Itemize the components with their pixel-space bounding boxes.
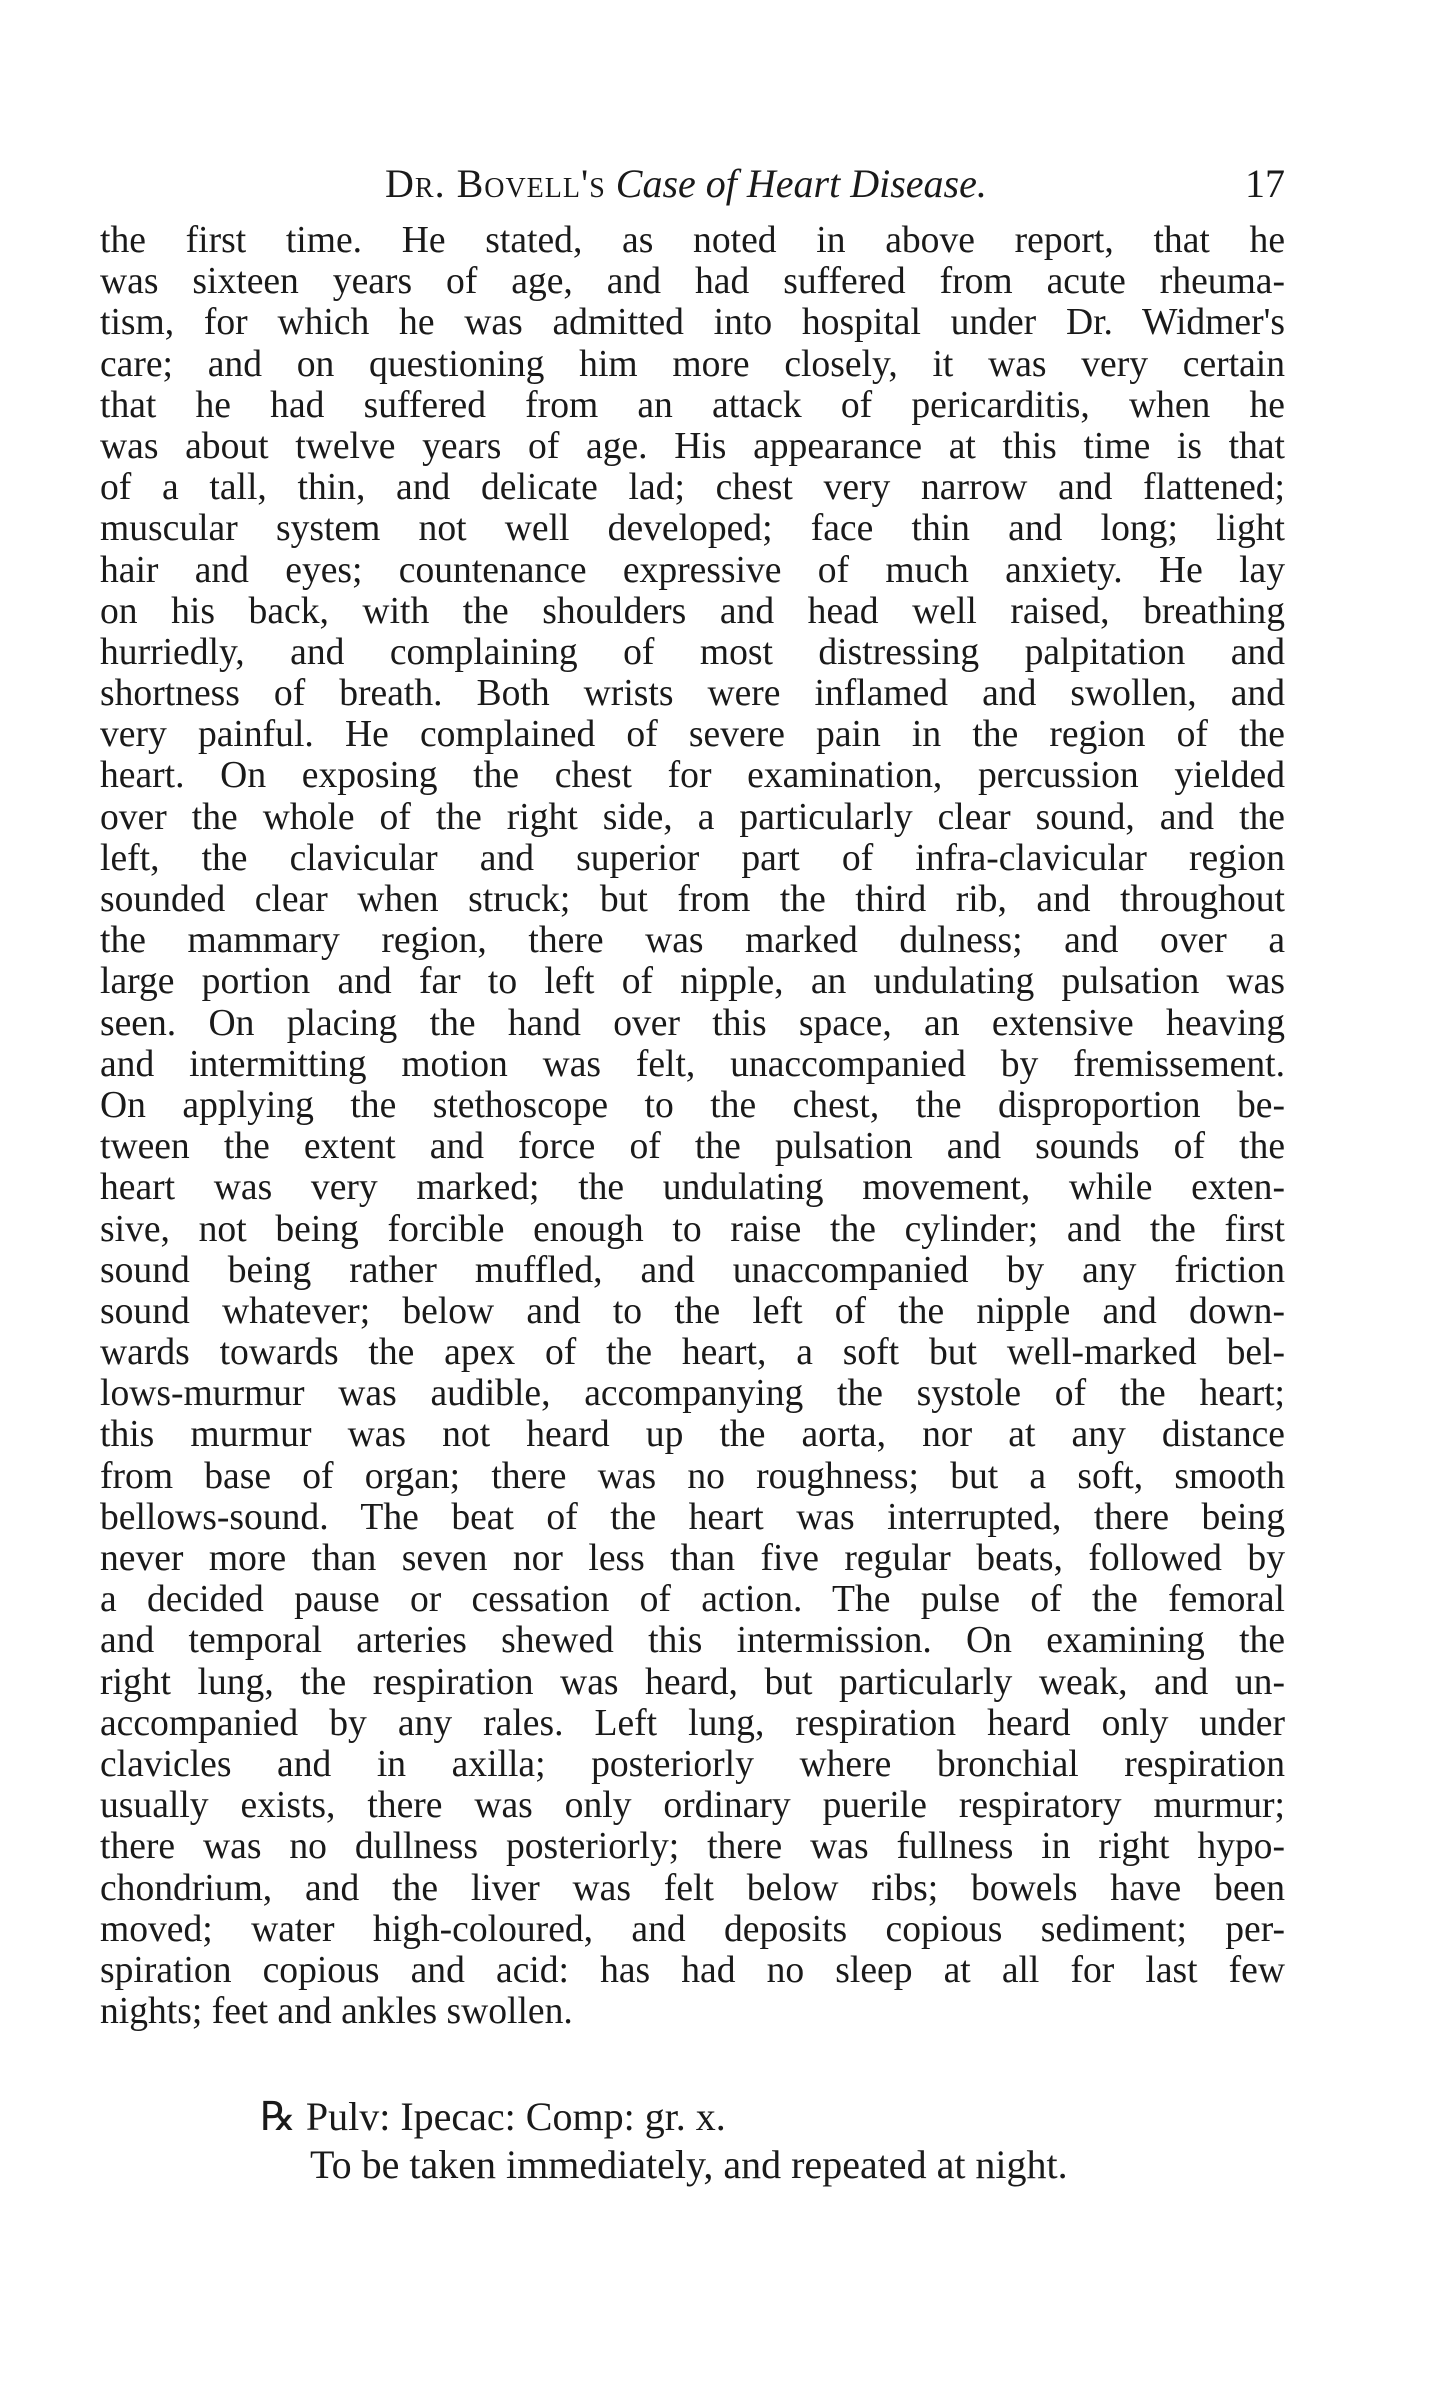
text-line: shortness of breath. Both wrists were inflamed and swollen, and bbox=[100, 673, 1285, 715]
prescription-instruction: To be taken immediately, and repeated at night. bbox=[310, 2142, 1068, 2187]
text-line: that he had suffered from an attack of pericarditis, when he bbox=[100, 384, 1285, 426]
text-line: from base of organ; there was no roughness; but a soft, smooth bbox=[100, 1455, 1285, 1497]
text-line: nights; feet and ankles swollen. bbox=[100, 1991, 573, 2033]
text-line: sound being rather muffled, and unaccompanied by any friction bbox=[100, 1249, 1285, 1291]
text-line: and temporal arteries shewed this intermission. On examining the bbox=[100, 1620, 1285, 1662]
text-line: heart was very marked; the undulating movement, while exten- bbox=[100, 1167, 1285, 1209]
text-line: very painful. He complained of severe pain in the region of the bbox=[100, 714, 1285, 756]
text-line: this murmur was not heard up the aorta, nor at any distance bbox=[100, 1414, 1285, 1456]
body-paragraph bbox=[100, 220, 1285, 2032]
text-line: sound whatever; below and to the left of the nipple and down- bbox=[100, 1290, 1285, 1332]
text-line: hair and eyes; countenance expressive of much anxiety. He lay bbox=[100, 549, 1285, 591]
text-line: accompanied by any rales. Left lung, respiration heard only under bbox=[100, 1702, 1285, 1744]
text-line: bellows-sound. The beat of the heart was interrupted, there being bbox=[100, 1496, 1285, 1538]
text-line: seen. On placing the hand over this space, an extensive heaving bbox=[100, 1002, 1285, 1044]
text-line: usually exists, there was only ordinary puerile respiratory murmur; bbox=[100, 1785, 1285, 1827]
text-line: On applying the stethoscope to the chest, the disproportion be- bbox=[100, 1084, 1285, 1126]
text-line: over the whole of the right side, a particularly clear sound, and the bbox=[100, 796, 1285, 838]
text-line: a decided pause or cessation of action. The pulse of the femoral bbox=[100, 1579, 1285, 1621]
running-title-italic: Case of Heart Disease. bbox=[615, 161, 987, 206]
text-line: on his back, with the shoulders and head well raised, breathing bbox=[100, 590, 1285, 632]
page-number: 17 bbox=[1245, 161, 1285, 206]
text-line: right lung, the respiration was heard, but particularly weak, and un- bbox=[100, 1661, 1285, 1703]
text-line: hurriedly, and complaining of most distressing palpitation and bbox=[100, 631, 1285, 673]
prescription-line: ℞ Pulv: Ipecac: Comp: gr. x. bbox=[260, 2094, 726, 2139]
text-line: lows-murmur was audible, accompanying the systole of the heart; bbox=[100, 1373, 1285, 1415]
text-line: tween the extent and force of the pulsation and sounds of the bbox=[100, 1126, 1285, 1168]
text-line: left, the clavicular and superior part of infra-clavicular region bbox=[100, 837, 1285, 879]
text-line: never more than seven nor less than five regular beats, followed by bbox=[100, 1538, 1285, 1579]
text-line: of a tall, thin, and delicate lad; chest very narrow and flattened; bbox=[100, 467, 1285, 509]
text-line: the mammary region, there was marked dulness; and over a bbox=[100, 920, 1285, 962]
text-line: sounded clear when struck; but from the third rib, and throughout bbox=[100, 879, 1285, 920]
text-line: was sixteen years of age, and had suffered from acute rheuma- bbox=[100, 261, 1285, 303]
text-line: moved; water high-coloured, and deposits copious sediment; per- bbox=[100, 1908, 1285, 1950]
text-line: wards towards the apex of the heart, a soft but well-marked bel- bbox=[100, 1332, 1285, 1374]
text-line: heart. On exposing the chest for examination, percussion yielded bbox=[100, 755, 1285, 797]
text-line: tism, for which he was admitted into hospital under Dr. Widmer's bbox=[100, 302, 1285, 344]
text-line: spiration copious and acid: has had no sleep at all for last few bbox=[100, 1949, 1285, 1991]
text-line: chondrium, and the liver was felt below ribs; bowels have been bbox=[100, 1867, 1285, 1909]
text-line: there was no dullness posteriorly; there was fullness in right hypo- bbox=[100, 1826, 1285, 1868]
text-line: large portion and far to left of nipple, an undulating pulsation was bbox=[100, 961, 1285, 1003]
text-line: clavicles and in axilla; posteriorly where bronchial respiration bbox=[100, 1743, 1285, 1785]
text-line: was about twelve years of age. His appearance at this time is that bbox=[100, 425, 1285, 467]
prescription bbox=[260, 2093, 1260, 2189]
text-line: care; and on questioning him more closely, it was very certain bbox=[100, 343, 1285, 385]
text-line: and intermitting motion was felt, unaccompanied by fremissement. bbox=[100, 1043, 1285, 1085]
running-author: Dr. Bovell's bbox=[385, 161, 606, 206]
running-head bbox=[100, 160, 1285, 210]
text-line: muscular system not well developed; face thin and long; light bbox=[100, 508, 1285, 550]
text-line: the first time. He stated, as noted in above report, that he bbox=[100, 220, 1285, 261]
text-line: sive, not being forcible enough to raise the cylinder; and the first bbox=[100, 1208, 1285, 1250]
running-title bbox=[385, 160, 987, 207]
